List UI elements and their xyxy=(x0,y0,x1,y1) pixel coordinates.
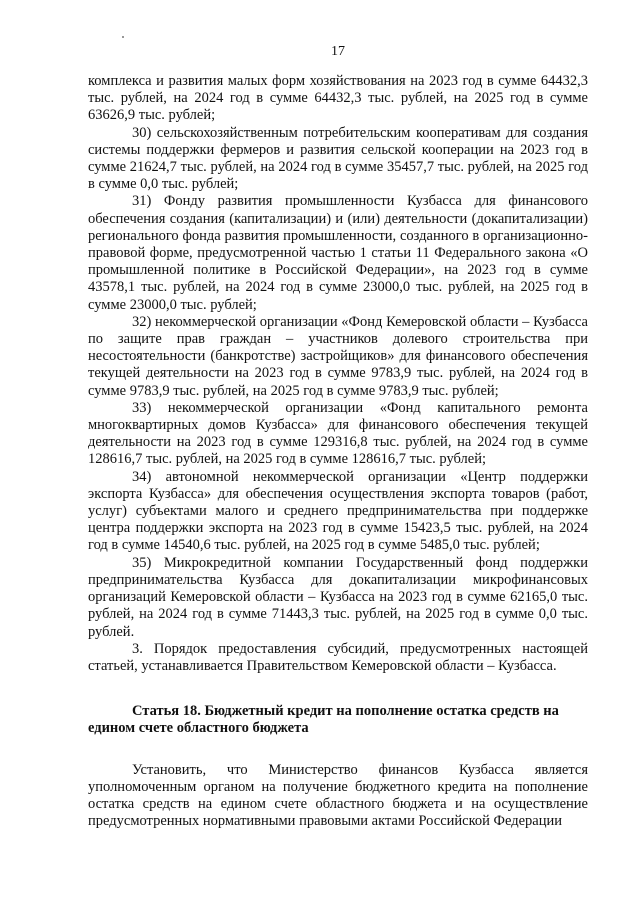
paragraph-item-31: 31) Фонду развития промышленности Кузбасса для финансового обеспечения создания (капитализации) и (или) деятельности (докапитализации) регионального фонда развития промышленности, созданного в организационно-правовой форме, предусмотренной частью 1 статьи 11 Федерального закона «О промышленной политике в Российской Федерации», на 2023 год в сумме 43578,1 тыс. рублей, на 2024 год в сумме 23000,0 тыс. рублей, на 2025 год в сумме 23000,0 тыс. рублей; xyxy=(88,193,588,313)
paragraph-item-32: 32) некоммерческой организации «Фонд Кемеровской области – Кузбасса по защите прав граждан – участников долевого строительства при несостоятельности (банкротстве) застройщиков» для финансового обеспечения текущей деятельности на 2023 год в сумме 9783,9 тыс. рублей, на 2024 год в сумме 9783,9 тыс. рублей, на 2025 год в сумме 9783,9 тыс. рублей; xyxy=(88,313,588,399)
page-number: 17 xyxy=(331,44,345,59)
paragraph-item-34: 34) автономной некоммерческой организации «Центр поддержки экспорта Кузбасса» для обеспечения осуществления экспорта товаров (работ, услуг) субъектами малого и среднего предпринимательства при поддержке центра поддержки экспорта на 2023 год в сумме 15423,5 тыс. рублей, на 2024 год в сумме 14540,6 тыс. рублей, на 2025 год в сумме 5485,0 тыс. рублей; xyxy=(88,468,588,554)
paragraph-item-33: 33) некоммерческой организации «Фонд капитального ремонта многоквартирных домов Кузбасса» для финансового обеспечения текущей деятельности на 2023 год в сумме 129316,8 тыс. рублей, на 2024 год в сумме 128616,7 тыс. рублей, на 2025 год в сумме 128616,7 тыс. рублей; xyxy=(88,399,588,468)
paragraph-article-18-body: Установить, что Министерство финансов Кузбасса является уполномоченным органом на получение бюджетного кредита на пополнение остатка средств на едином счете областного бюджета и на осуществление предусмотренных нормативными правовыми актами Российской Федерации xyxy=(88,761,588,830)
paragraph-item-30: 30) сельскохозяйственным потребительским кооперативам для создания системы поддержки фермеров и развития сельской кооперации на 2023 год в сумме 21624,7 тыс. рублей, на 2024 год в сумме 35457,7 тыс. рублей, на 2025 год в сумме 0,0 тыс. рублей; xyxy=(88,124,588,193)
paragraph-continuation: комплекса и развития малых форм хозяйствования на 2023 год в сумме 64432,3 тыс. рублей, на 2024 год в сумме 64432,3 тыс. рублей, на 2025 год в сумме 63626,9 тыс. рублей; xyxy=(88,73,588,124)
paragraph-item-35: 35) Микрокредитной компании Государственный фонд поддержки предпринимательства Кузбасса для докапитализации микрофинансовых организаций Кемеровской области – Кузбасса на 2023 год в сумме 62165,0 тыс. рублей, на 2024 год в сумме 71443,3 тыс. рублей, на 2025 год в сумме 0,0 тыс. рублей. xyxy=(88,554,588,640)
article-18-heading: Статья 18. Бюджетный кредит на пополнение остатка средств на едином счете областного бюджета xyxy=(88,703,559,737)
scan-speck xyxy=(122,36,124,38)
paragraph-clause-3: 3. Порядок предоставления субсидий, предусмотренных настоящей статьей, устанавливается Правительством Кемеровской области – Кузбасса. xyxy=(88,640,588,674)
